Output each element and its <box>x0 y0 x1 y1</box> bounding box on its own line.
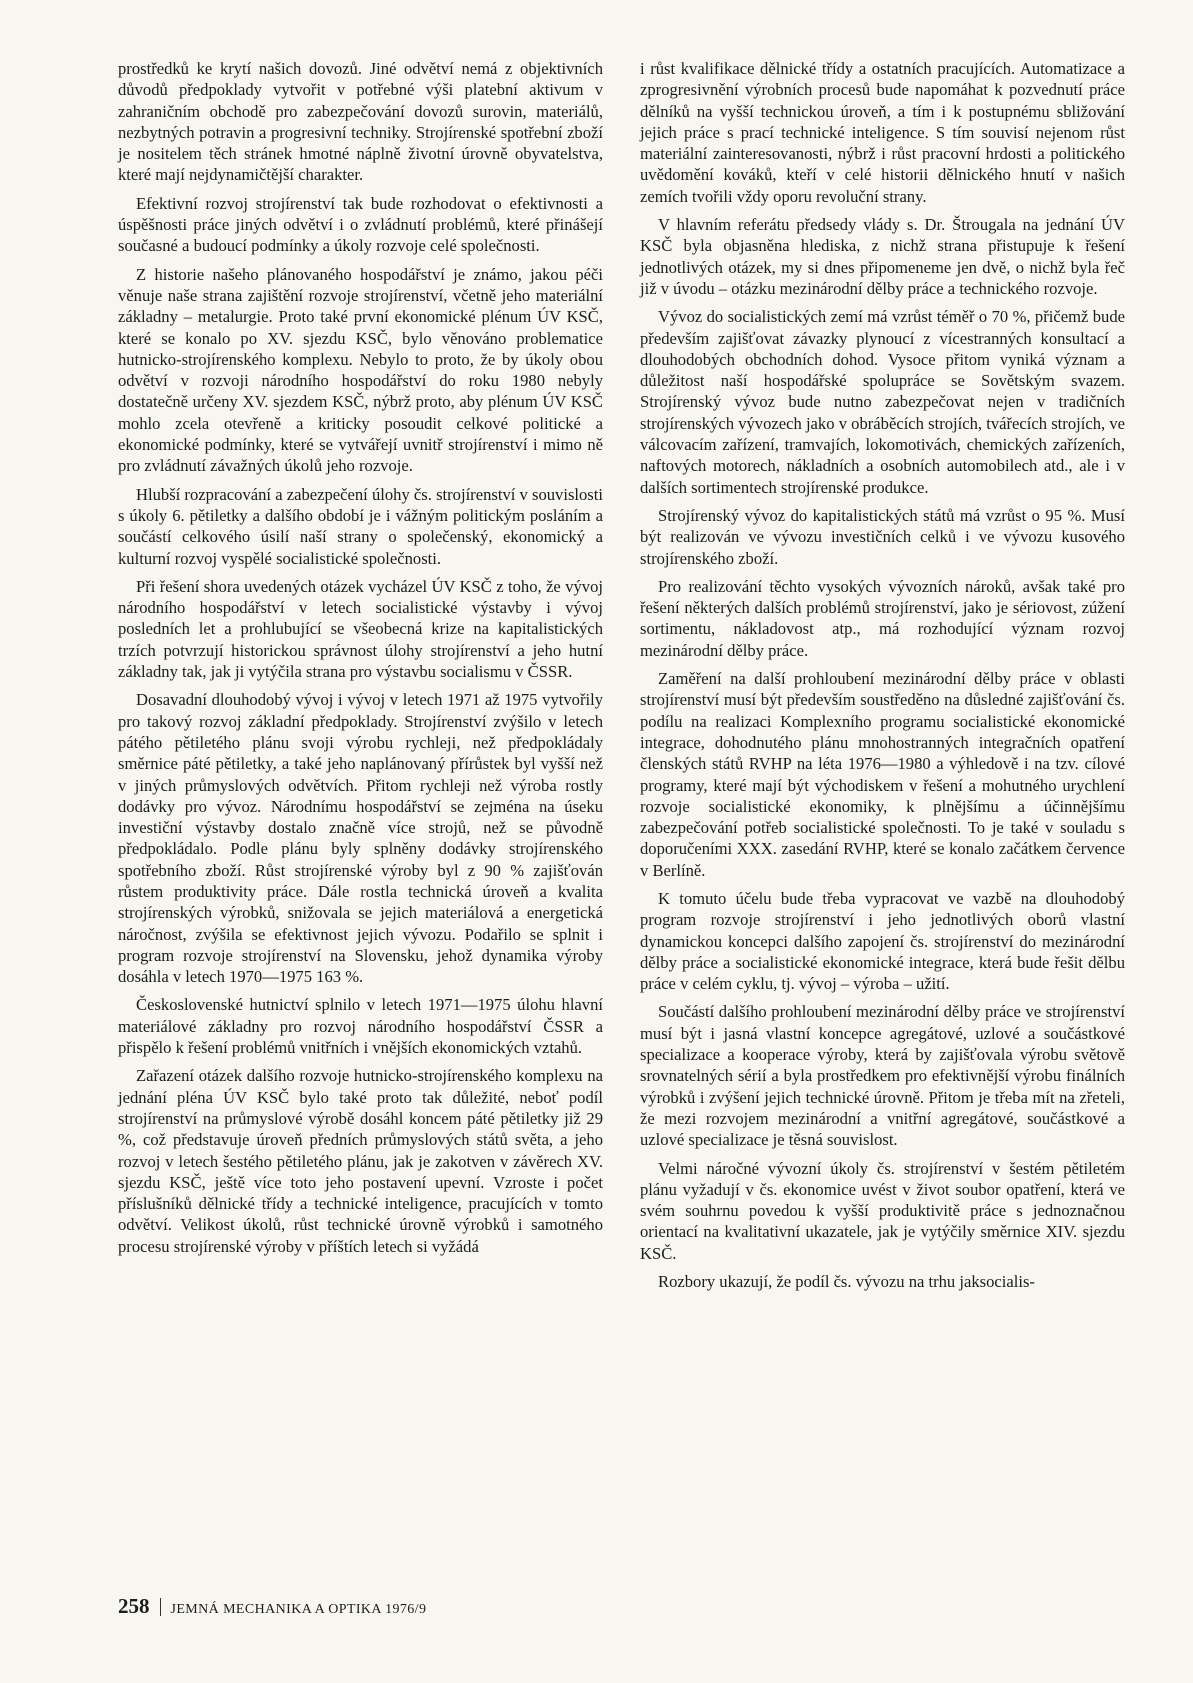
right-column <box>640 58 1125 1292</box>
paragraph: Při řešení shora uvedených otázek vycházel ÚV KSČ z toho, že vývoj národního hospodářství v letech socialistické výstavby i vývoj posledních let a prohlubující se všeobecná krize na kapitalistických trzích potvrzují historickou správnost úlohy strojírenství a jeho hutní základny tak, jak ji vytýčila strana pro výstavbu socialismu v ČSSR. <box>118 576 603 682</box>
left-column <box>118 58 603 1257</box>
footer-divider <box>160 1598 161 1616</box>
paragraph: i růst kvalifikace dělnické třídy a ostatních pracujících. Automatizace a zprogresivnění výrobních procesů bude napomáhat k pozvednutí práce dělníků na vyšší technickou úroveň, a tím i k postupnému sbližování jejich práce s prací technické inteligence. S tím souvisí nejenom růst materiální zainteresovanosti, nýbrž i růst pracovní hrdosti a politického uvědomění kováků, kteří v celé historii dělnického hnutí v našich zemích tvořili vždy oporu revoluční strany. <box>640 59 1125 206</box>
page-footer <box>118 1594 426 1619</box>
paragraph: Československé hutnictví splnilo v letech 1971—1975 úlohu hlavní materiálové základny pro rozvoj národního hospodářství ČSSR a přispělo k řešení problémů vnitřních i vnějších ekonomických vztahů. <box>118 995 603 1058</box>
paragraph: Z historie našeho plánovaného hospodářství je známo, jakou péči věnuje naše strana zajištění rozvoje strojírenství, včetně jeho materiální základny – metalurgie. Proto také první ekonomické plénum ÚV KSČ, které se konalo po XV. sjezdu KSČ, bylo věnováno problematice hutnicko-strojírenského komplexu. Nebylo to proto, že by úkoly obou odvětví v rozvoji národního hospodářství do roku 1980 nebyly dostatečně určeny XV. sjezdem KSČ, nýbrž proto, aby plénum ÚV KSČ mohlo zcela otevřeně a kriticky posoudit celkové politické a ekonomické podmínky, které se vytvářejí uvnitř strojírenství i mimo ně pro zvládnutí závažných úkolů jeho rozvoje. <box>118 264 603 476</box>
paragraph: Hlubší rozpracování a zabezpečení úlohy čs. strojírenství v souvislosti s úkoly 6. pětiletky a dalšího období je i vážným politickým posláním a součástí celkového úsilí naší strany o společenský, ekonomický a kulturní rozvoj vyspělé socialistické společnosti. <box>118 484 603 568</box>
paragraph: Dosavadní dlouhodobý vývoj i vývoj v letech 1971 až 1975 vytvořily pro takový rozvoj základní předpoklady. Strojírenství zvýšilo v letech pátého pětiletého plánu svoji výrobu rychleji, než předpokládaly směrnice páté pětiletky, a také jeho naplánovaný přírůstek byl vyšší než v jiných průmyslových odvětvích. Přitom rychleji než výroba rostly dodávky pro vývoz. Národnímu hospodářství se zejména na úseku investiční výstavby dostalo značně více strojů, než se původně předpokládalo. Podle plánu byly splněny dodávky strojírenského spotřebního zboží. Růst strojírenské výroby byl z 90 % zajišťován růstem produktivity práce. Dále rostla technická úroveň a kvalita strojírenských výrobků, snižovala se jejich materiálová a energetická náročnost, zvýšila se efektivnost jejich vývozu. Podařilo se splnit i program rozvoje strojírenství na Slovensku, jehož dynamika výroby dosáhla v letech 1970—1975 163 %. <box>118 690 603 987</box>
paragraph: Součástí dalšího prohloubení mezinárodní dělby práce ve strojírenství musí být i jasná vlastní koncepce agregátové, uzlové a součástkové specializace a kooperace výroby, která by zajišťovala výrobu světově srovnatelných sérií a byla prostředkem pro efektivnější výrobu finálních výrobků i zvýšení jejich technické úrovně. Přitom je třeba mít na zřeteli, že mezi rozvojem mezinárodní a vnitřní agregátové, součástkové a uzlové specializace je těsná souvislost. <box>640 1002 1125 1150</box>
page-number: 258 <box>118 1594 150 1618</box>
paragraph: Zařazení otázek dalšího rozvoje hutnicko-strojírenského komplexu na jednání pléna ÚV KSČ bylo také proto tak důležité, neboť podíl strojírenství na průmyslové výrobě dosáhl koncem páté pětiletky již 29 %, což představuje úroveň předních průmyslových států světa, a jeho rozvoj v letech šestého pětiletého plánu, jak je zakotven v závěrech XV. sjezdu KSČ, ještě více toto jeho postavení upevní. Vzroste i počet příslušníků dělnické třídy a technické inteligence, pracujících v tomto odvětví. Velikost úkolů, růst technické úrovně výrobků i samotného procesu strojírenské výroby v příštích letech si vyžádá <box>118 1066 603 1256</box>
paragraph: Pro realizování těchto vysokých vývozních nároků, avšak také pro řešení některých dalších problémů strojírenství, jako je sériovost, zúžení sortimentu, nákladovost atp., má rozhodující význam rozvoj mezinárodní dělby práce. <box>640 576 1125 660</box>
paragraph: V hlavním referátu předsedy vlády s. Dr. Štrougala na jednání ÚV KSČ byla objasněna hlediska, z nichž strana přistupuje k řešení jednotlivých otázek, my si dnes připomeneme jen dvě, o nichž byla řeč již v úvodu – otázku mezinárodní dělby práce a technického rozvoje. <box>640 215 1125 298</box>
paragraph: prostředků ke krytí našich dovozů. Jiné odvětví nemá z objektivních důvodů předpoklady vytvořit v potřebné výši platební aktivum v zahraničním obchodě pro zabezpečování dovozů surovin, materiálů, nezbytných potravin a progresivní techniky. Strojírenské spotřební zboží je nositelem těch stránek hmotné náplně životní úrovně obyvatelstva, které mají nejdynamičtější charakter. <box>118 59 603 185</box>
paragraph: Strojírenský vývoz do kapitalistických států má vzrůst o 95 %. Musí být realizován ve vývozu investičních celků i ve vývozu kusového strojírenského zboží. <box>640 505 1125 568</box>
journal-name: JEMNÁ MECHANIKA A OPTIKA 1976/9 <box>170 1602 427 1617</box>
paragraph: Efektivní rozvoj strojírenství tak bude rozhodovat o efektivnosti a úspěšnosti práce jiných odvětví i o zvládnutí problémů, které přinášejí současné a budoucí podmínky a úkoly rozvoje celé společnosti. <box>118 193 603 256</box>
paragraph: Zaměření na další prohloubení mezinárodní dělby práce v oblasti strojírenství musí být především soustředěno na důsledné zajišťování čs. podílu na realizaci Komplexního programu socialistické ekonomické integrace, dohodnutého plánu mnohostranných integračních opatření členských států RVHP na léta 1976—1980 a výhledově i na tzv. cílové programy, které mají být východiskem v řešení a mohutného urychlení rozvoje socialistické ekonomiky, k plnějšímu a účinnějšímu zabezpečování potřeb socialistické společnosti. To je také v souladu s doporučeními XXX. zasedání RVHP, které se konalo začátkem července v Berlíně. <box>640 669 1125 880</box>
paragraph: Velmi náročné vývozní úkoly čs. strojírenství v šestém pětiletém plánu vyžadují v čs. ekonomice uvést v život soubor opatření, která ve svém souhrnu povedou k vyšší produktivitě práce s jednoznačnou orientací na kvalitativní ukazatele, jak je vytýčily směrnice XIV. sjezdu KSČ. <box>640 1158 1125 1263</box>
paragraph: Rozbory ukazují, že podíl čs. vývozu na trhu jaksocialis- <box>658 1272 1035 1292</box>
paragraph: K tomuto účelu bude třeba vypracovat ve vazbě na dlouhodobý program rozvoje strojírenství i jeho jednotlivých oborů vlastní dynamickou koncepci dalšího zapojení čs. strojírenství do mezinárodní dělby práce a socialistické ekonomické integrace, která bude řešit dělbu práce v celém cyklu, tj. vývoj – výroba – užití. <box>640 888 1125 994</box>
paragraph: Vývoz do socialistických zemí má vzrůst téměř o 70 %, přičemž bude především zajišťovat závazky plynoucí z vícestranných konsultací a dlouhodobých obchodních dohod. Vysoce přitom vyniká význam a důležitost naší hospodářské spolupráce se Sovětským svazem. Strojírenský vývoz bude nutno zabezpečovat nejen v tradičních strojírenských vývozech jako v obráběcích strojích, tvářecích strojích, ve válcovacím zařízení, tramvajích, lokomotivách, chemických zařízeních, naftových motorech, nákladních a osobních automobilech atd., ale i v dalších sortimentech strojírenské produkce. <box>640 307 1125 497</box>
